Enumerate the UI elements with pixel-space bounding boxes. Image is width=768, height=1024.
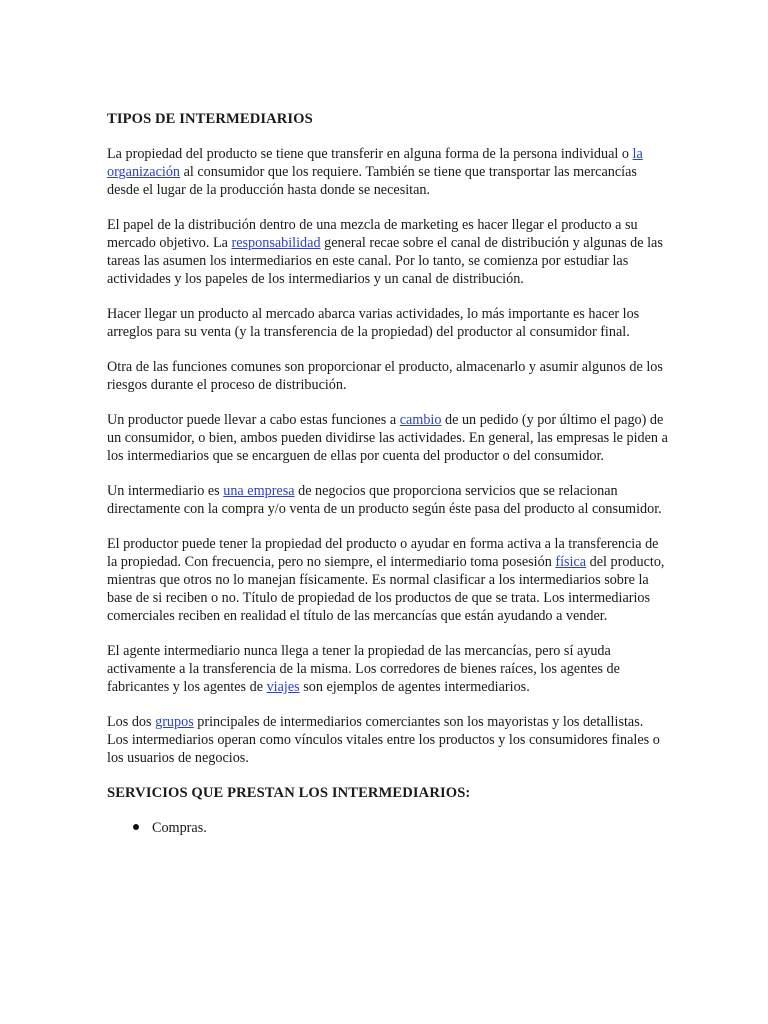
inline-link[interactable]: cambio bbox=[399, 412, 442, 428]
paragraph-text: Otra de las funciones comunes son proporcionar el producto, almacenarlo y asumir algunos de los riesgos durante el proceso de distribución. bbox=[107, 359, 663, 393]
paragraph-text: La propiedad del producto se tiene que transferir en alguna forma de la persona individual o bbox=[107, 146, 633, 162]
paragraphs-container bbox=[107, 145, 668, 767]
inline-link[interactable]: grupos bbox=[155, 714, 194, 730]
list-item-label: Compras. bbox=[152, 820, 207, 836]
inline-link[interactable]: responsabilidad bbox=[231, 235, 321, 251]
services-heading: SERVICIOS QUE PRESTAN LOS INTERMEDIARIOS: bbox=[107, 785, 471, 801]
paragraph-text: son ejemplos de agentes intermediarios. bbox=[299, 679, 530, 695]
paragraph-text: Los dos bbox=[107, 714, 156, 730]
services-list bbox=[107, 819, 668, 837]
paragraph bbox=[107, 642, 668, 696]
paragraph-text: de negocios que proporciona servicios que se relacionan directamente con la compra y/o venta de un producto según éste pasa del producto al consumidor. bbox=[107, 483, 662, 517]
paragraph-text: general recae sobre el canal de distribución y algunas de las tareas las asumen los intermediarios en este canal. Por lo tanto, se comienza por estudiar las actividades y los papeles de los intermediarios y un canal de distribución. bbox=[107, 235, 663, 287]
paragraph-text: al consumidor que los requiere. También se tiene que transportar las mercancías desde el lugar de la producción hasta donde se necesitan. bbox=[107, 164, 637, 198]
paragraph-text: El agente intermediario nunca llega a tener la propiedad de las mercancías, pero sí ayuda activamente a la transferencia de la misma. Los corredores de bienes raíces, los agentes de fabricantes y los agentes de bbox=[107, 643, 620, 695]
inline-link[interactable]: física bbox=[555, 554, 587, 570]
paragraph bbox=[107, 305, 668, 341]
paragraph bbox=[107, 482, 668, 518]
document-title: TIPOS DE INTERMEDIARIOS bbox=[107, 111, 313, 127]
paragraph-text: del producto, mientras que otros no lo manejan físicamente. Es normal clasificar a los intermediarios sobre la base de si reciben o no. Título de propiedad de los productos de que se trata. Los intermediarios comerciales reciben en realidad el título de las mercancías que están ayudando a vender. bbox=[107, 554, 665, 624]
inline-link[interactable]: la organización bbox=[107, 146, 643, 180]
paragraph-text: Un intermediario es bbox=[107, 483, 224, 499]
paragraph bbox=[107, 535, 668, 625]
paragraph bbox=[107, 145, 668, 199]
inline-link[interactable]: viajes bbox=[266, 679, 300, 695]
paragraph bbox=[107, 411, 668, 465]
paragraph-text: principales de intermediarios comerciantes son los mayoristas y los detallistas. Los intermediarios operan como vínculos vitales entre los productos y los consumidores finales o los usuarios de negocios. bbox=[107, 714, 660, 766]
inline-link[interactable]: una empresa bbox=[223, 483, 295, 499]
paragraph-text: Hacer llegar un producto al mercado abarca varias actividades, lo más importante es hacer los arreglos para su venta (y la transferencia de la propiedad) del productor al consumidor final. bbox=[107, 306, 640, 340]
bullet-icon bbox=[133, 824, 139, 830]
paragraph-text: El papel de la distribución dentro de una mezcla de marketing es hacer llegar el producto a su mercado objetivo. La bbox=[107, 217, 638, 251]
paragraph bbox=[107, 358, 668, 394]
paragraph-text: El productor puede tener la propiedad del producto o ayudar en forma activa a la transferencia de la propiedad. Con frecuencia, pero no siempre, el intermediario toma posesión bbox=[107, 536, 659, 570]
list-item bbox=[133, 819, 668, 837]
paragraph bbox=[107, 713, 668, 767]
paragraph bbox=[107, 216, 668, 288]
paragraph-text: de un pedido (y por último el pago) de un consumidor, o bien, ambos pueden dividirse las actividades. En general, las empresas le piden a los intermediarios que se encarguen de ellas por cuenta del productor o del consumidor. bbox=[107, 412, 668, 464]
paragraph-text: Un productor puede llevar a cabo estas funciones a bbox=[107, 412, 400, 428]
